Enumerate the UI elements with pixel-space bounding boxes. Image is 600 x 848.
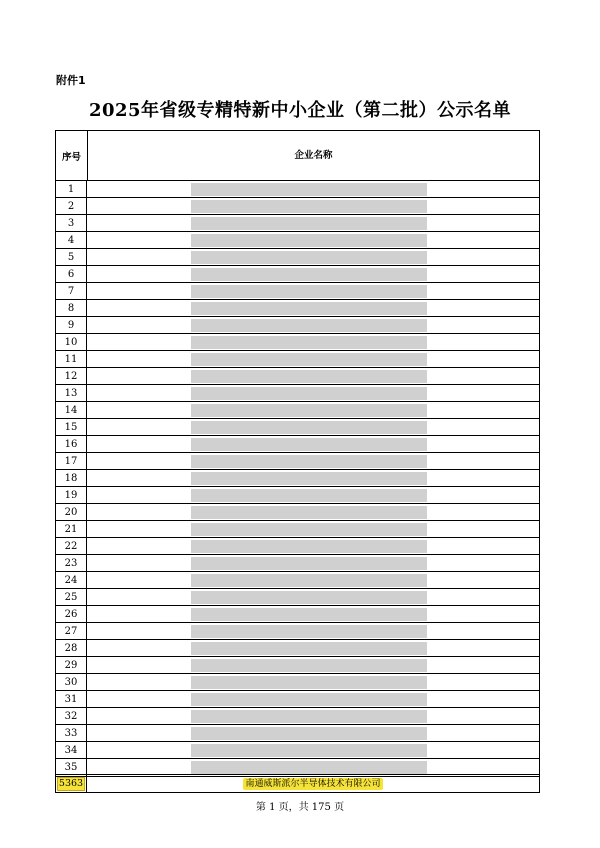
row-company-name-cell xyxy=(87,232,539,248)
table-row xyxy=(56,606,539,623)
table-row xyxy=(56,640,539,657)
table-row xyxy=(56,317,539,334)
row-index: 31 xyxy=(56,691,87,707)
redacted-company-name xyxy=(191,710,427,723)
row-company-name-cell xyxy=(87,181,539,197)
redacted-company-name xyxy=(191,540,427,553)
row-company-name-cell xyxy=(87,640,539,656)
row-company-name-cell xyxy=(87,351,539,367)
row-company-name-cell xyxy=(87,708,539,724)
table-row xyxy=(56,657,539,674)
row-index: 13 xyxy=(56,385,87,401)
page-footer: 第 1 页，共 175 页 xyxy=(255,802,345,813)
table-row xyxy=(56,266,539,283)
redacted-company-name xyxy=(191,319,427,332)
header-company-name: 企业名称 xyxy=(294,149,333,161)
redacted-company-name xyxy=(191,251,427,264)
row-company-name-cell xyxy=(87,572,539,588)
row-company-name-cell xyxy=(87,521,539,537)
row-index: 27 xyxy=(56,623,87,639)
row-company-name-cell xyxy=(87,453,539,469)
table-row xyxy=(56,572,539,589)
row-company-name-cell xyxy=(87,334,539,350)
redacted-company-name xyxy=(191,336,427,349)
redacted-company-name xyxy=(191,625,427,638)
table-header xyxy=(56,131,539,181)
document-title: 2025年省级专精特新中小企业（第二批）公示名单 xyxy=(88,100,512,121)
table-row xyxy=(56,402,539,419)
redacted-company-name xyxy=(191,387,427,400)
row-index: 5 xyxy=(56,249,87,265)
table-row xyxy=(56,691,539,708)
row-company-name-cell xyxy=(87,691,539,707)
redacted-company-name xyxy=(191,506,427,519)
redacted-company-name xyxy=(191,693,427,706)
table-row xyxy=(56,436,539,453)
table-row xyxy=(56,351,539,368)
row-index: 6 xyxy=(56,266,87,282)
redacted-company-name xyxy=(191,421,427,434)
redacted-company-name xyxy=(191,523,427,536)
table-row xyxy=(56,453,539,470)
redacted-company-name xyxy=(191,727,427,740)
row-company-name-cell xyxy=(87,300,539,316)
company-list-table xyxy=(55,130,540,777)
table-row xyxy=(56,181,539,198)
redacted-company-name xyxy=(191,642,427,655)
row-index: 18 xyxy=(56,470,87,486)
row-company-name-cell xyxy=(87,487,539,503)
redacted-company-name xyxy=(191,353,427,366)
row-index: 1 xyxy=(56,181,87,197)
redacted-company-name xyxy=(191,370,427,383)
redacted-company-name xyxy=(191,234,427,247)
row-company-name-cell xyxy=(87,470,539,486)
table-row xyxy=(56,742,539,759)
row-company-name-cell xyxy=(87,538,539,554)
highlighted-row xyxy=(55,774,540,793)
table-row xyxy=(56,232,539,249)
redacted-company-name xyxy=(191,574,427,587)
table-row xyxy=(56,708,539,725)
redacted-company-name xyxy=(191,217,427,230)
redacted-company-name xyxy=(191,438,427,451)
row-company-name-cell xyxy=(87,555,539,571)
row-index: 22 xyxy=(56,538,87,554)
row-company-name-cell xyxy=(87,215,539,231)
row-company-name-cell xyxy=(87,657,539,673)
row-index: 3 xyxy=(56,215,87,231)
row-company-name-cell xyxy=(87,368,539,384)
table-row xyxy=(56,385,539,402)
row-index: 20 xyxy=(56,504,87,520)
table-row xyxy=(56,470,539,487)
row-company-name-cell xyxy=(87,419,539,435)
table-body xyxy=(56,181,539,776)
row-index: 25 xyxy=(56,589,87,605)
table-row xyxy=(56,419,539,436)
row-index: 32 xyxy=(56,708,87,724)
row-company-name-cell xyxy=(87,266,539,282)
redacted-company-name xyxy=(191,285,427,298)
attachment-label: 附件1 xyxy=(56,74,86,87)
table-row xyxy=(56,215,539,232)
row-index: 7 xyxy=(56,283,87,299)
redacted-company-name xyxy=(191,557,427,570)
redacted-company-name xyxy=(191,761,427,775)
row-index: 12 xyxy=(56,368,87,384)
row-index: 19 xyxy=(56,487,87,503)
row-index: 15 xyxy=(56,419,87,435)
row-index: 34 xyxy=(56,742,87,758)
row-company-name-cell xyxy=(87,606,539,622)
redacted-company-name xyxy=(191,472,427,485)
row-company-name-cell xyxy=(87,742,539,758)
redacted-company-name xyxy=(191,489,427,502)
row-index: 11 xyxy=(56,351,87,367)
redacted-company-name xyxy=(191,302,427,315)
highlighted-row-company-name: 南通威斯派尔半导体技术有限公司 xyxy=(245,778,381,789)
row-company-name-cell xyxy=(87,249,539,265)
table-row xyxy=(56,674,539,691)
redacted-company-name xyxy=(191,455,427,468)
header-index: 序号 xyxy=(56,131,88,180)
table-row xyxy=(56,283,539,300)
redacted-company-name xyxy=(191,183,427,196)
row-company-name-cell xyxy=(87,623,539,639)
row-index: 10 xyxy=(56,334,87,350)
row-company-name-cell xyxy=(87,589,539,605)
redacted-company-name xyxy=(191,268,427,281)
row-index: 24 xyxy=(56,572,87,588)
row-company-name-cell xyxy=(87,317,539,333)
row-company-name-cell xyxy=(87,725,539,741)
redacted-company-name xyxy=(191,404,427,417)
table-row xyxy=(56,538,539,555)
table-row xyxy=(56,623,539,640)
redacted-company-name xyxy=(191,200,427,213)
table-row xyxy=(56,334,539,351)
row-index: 26 xyxy=(56,606,87,622)
table-row xyxy=(56,521,539,538)
row-company-name-cell xyxy=(87,385,539,401)
table-row xyxy=(56,487,539,504)
redacted-company-name xyxy=(191,676,427,689)
row-index: 33 xyxy=(56,725,87,741)
row-index: 28 xyxy=(56,640,87,656)
row-index: 16 xyxy=(56,436,87,452)
row-company-name-cell xyxy=(87,283,539,299)
row-index: 4 xyxy=(56,232,87,248)
row-index: 23 xyxy=(56,555,87,571)
row-company-name-cell xyxy=(87,436,539,452)
row-index: 30 xyxy=(56,674,87,690)
table-row xyxy=(56,300,539,317)
table-row xyxy=(56,368,539,385)
row-company-name-cell xyxy=(87,198,539,214)
row-index: 8 xyxy=(56,300,87,316)
redacted-company-name xyxy=(191,608,427,621)
highlighted-row-index: 5363 xyxy=(58,777,84,789)
row-index: 9 xyxy=(56,317,87,333)
row-index: 2 xyxy=(56,198,87,214)
table-row xyxy=(56,198,539,215)
table-row xyxy=(56,725,539,742)
row-company-name-cell xyxy=(87,674,539,690)
row-index: 17 xyxy=(56,453,87,469)
redacted-company-name xyxy=(191,591,427,604)
table-row xyxy=(56,504,539,521)
row-index: 35 xyxy=(56,759,87,776)
row-company-name-cell xyxy=(87,402,539,418)
row-index: 29 xyxy=(56,657,87,673)
table-row xyxy=(56,555,539,572)
row-index: 21 xyxy=(56,521,87,537)
table-row xyxy=(56,249,539,266)
redacted-company-name xyxy=(191,744,427,757)
row-company-name-cell xyxy=(87,504,539,520)
row-index: 14 xyxy=(56,402,87,418)
table-row xyxy=(56,589,539,606)
redacted-company-name xyxy=(191,659,427,672)
